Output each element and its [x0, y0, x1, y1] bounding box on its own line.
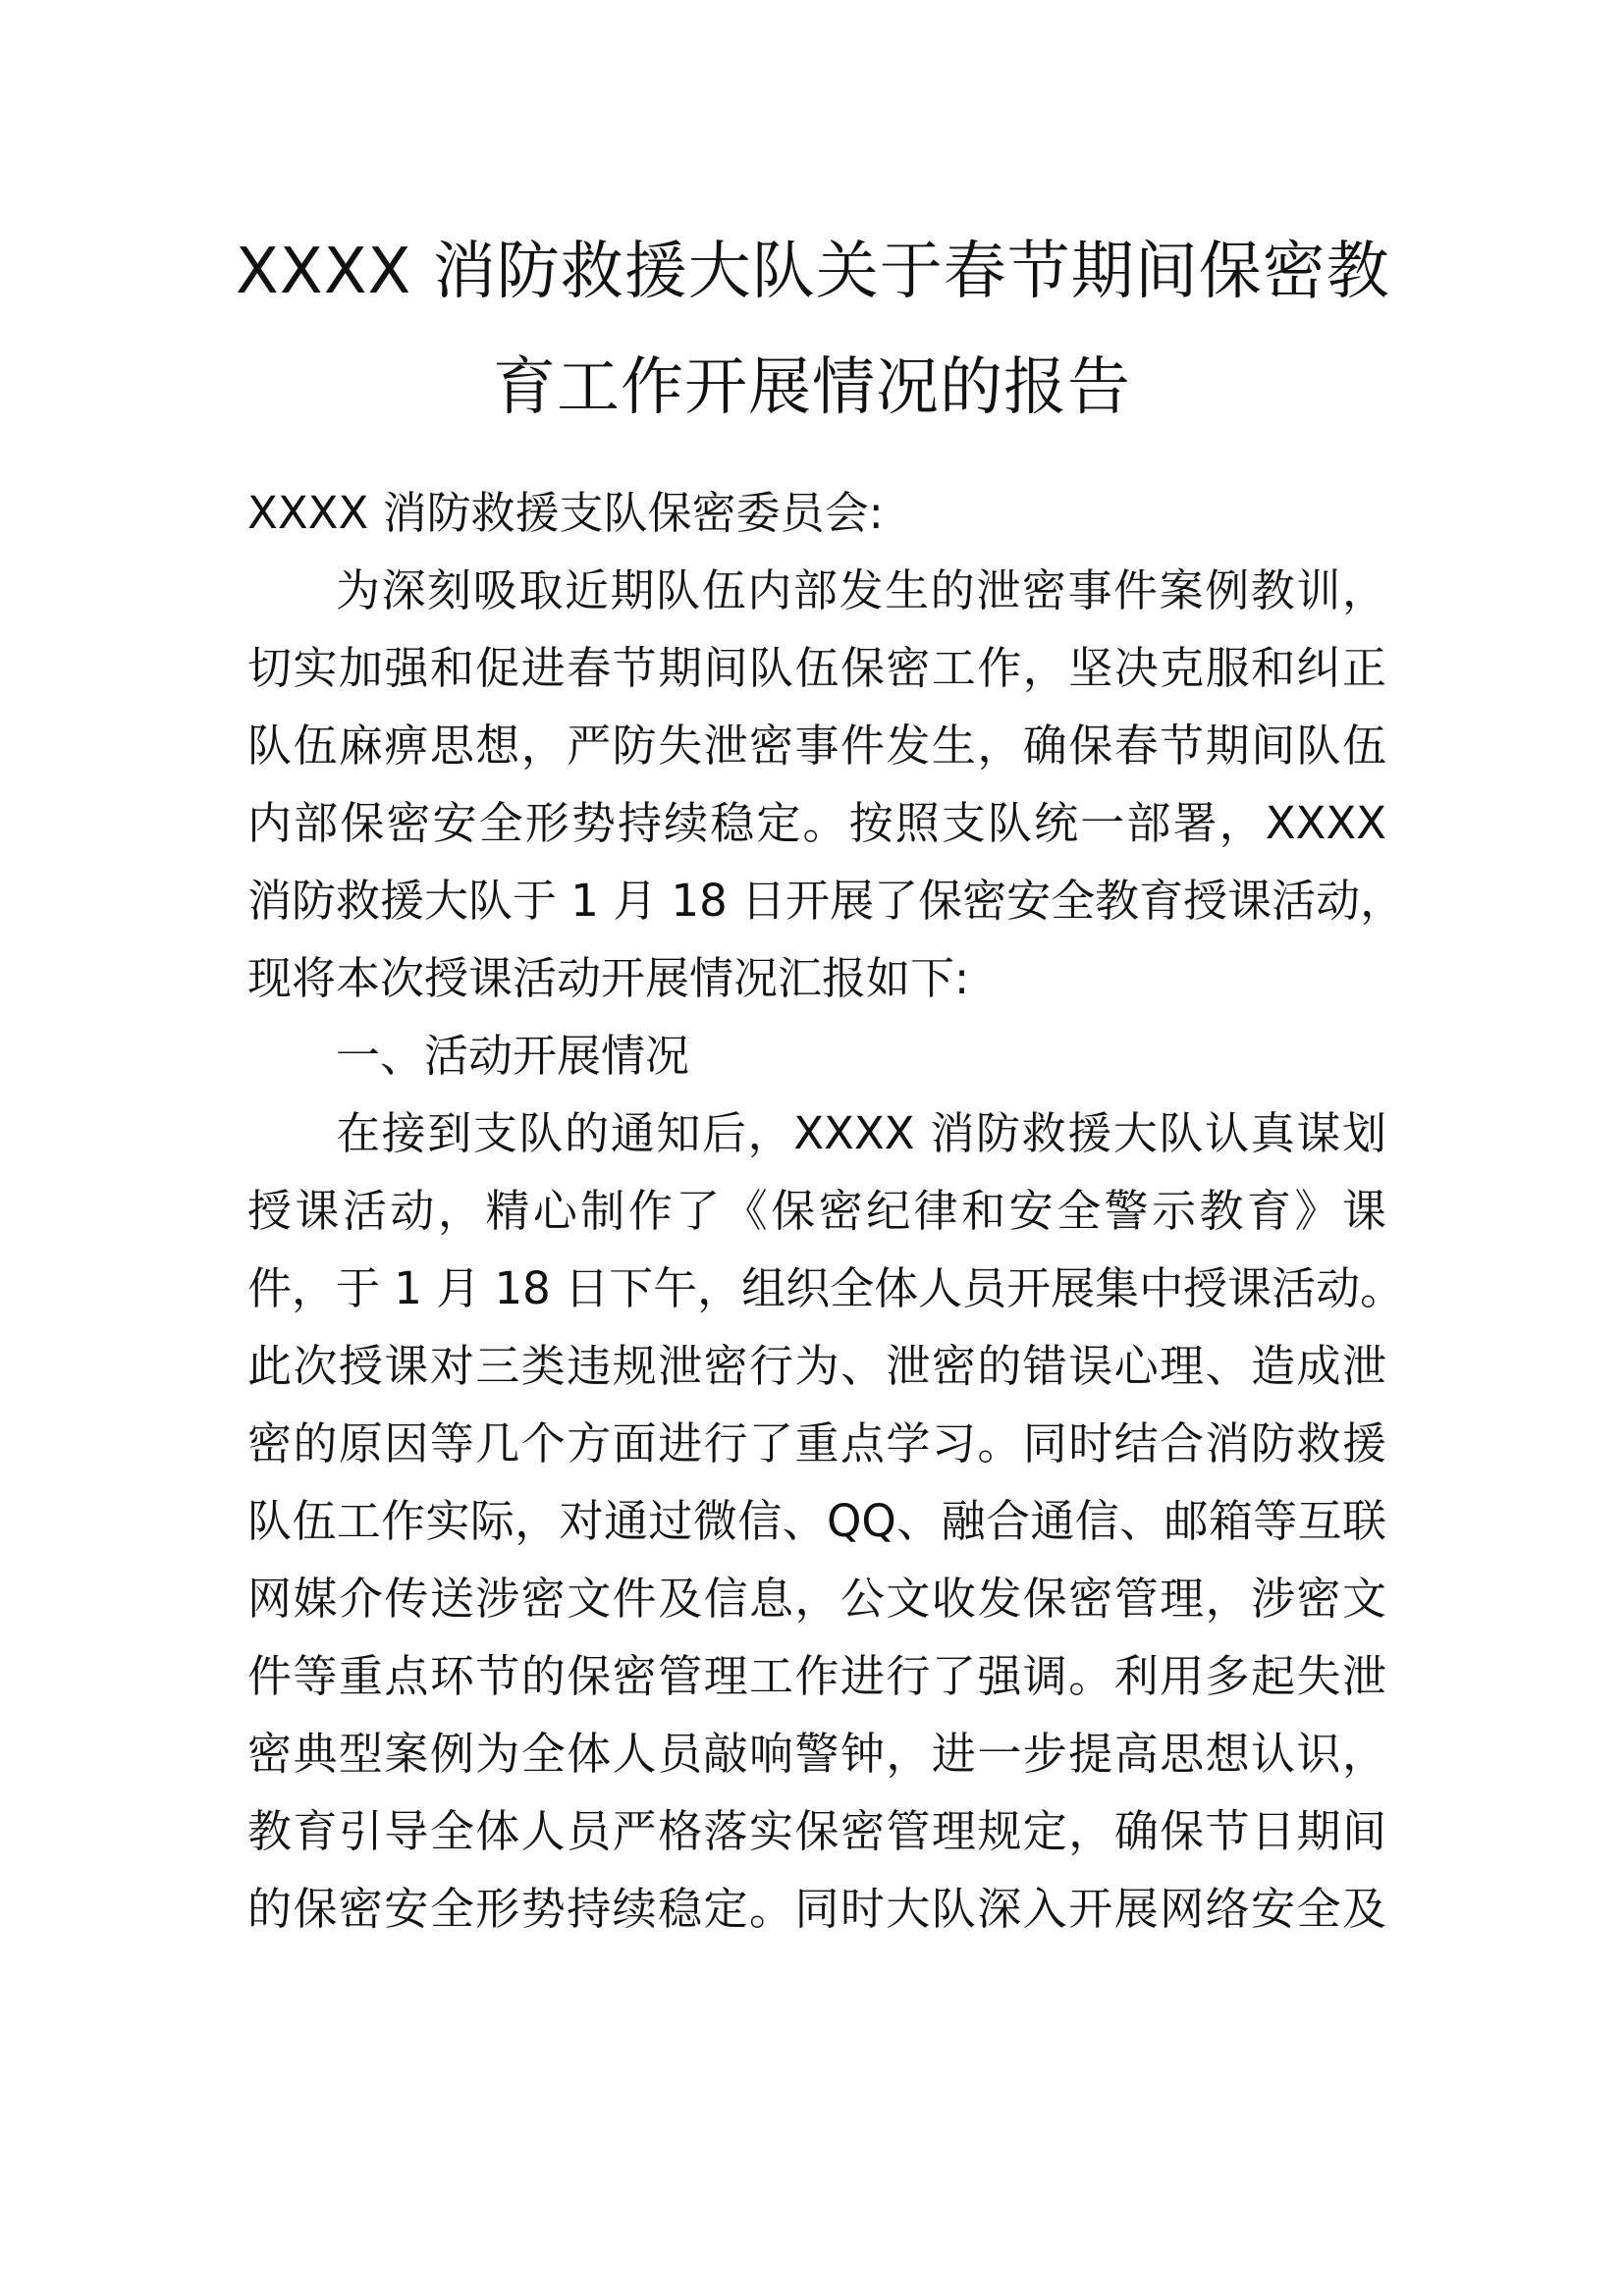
paragraph-2-line-10: 教育引导全体人员严格落实保密管理规定，确保节日期间 — [247, 1805, 1386, 1857]
paragraph-2-line-11: 的保密安全形势持续稳定。同时大队深入开展网络安全及 — [247, 1883, 1386, 1935]
salutation: XXXX 消防救援支队保密委员会: — [247, 487, 884, 539]
paragraph-1-line-6: 现将本次授课活动开展情况汇报如下: — [247, 952, 970, 1004]
paragraph-2-line-2: 授课活动，精心制作了《保密纪律和安全警示教育》课 — [247, 1185, 1386, 1237]
paragraph-2 — [247, 1095, 1405, 1948]
document-body — [247, 474, 1405, 1948]
title-line-1: XXXX 消防救援大队关于春节期间保密教 — [236, 236, 1390, 308]
section-heading-1: 一、活动开展情况 — [336, 1030, 690, 1082]
paragraph-1-line-5: 消防救援大队于 1 月 18 日开展了保密安全教育授课活动， — [247, 875, 1405, 927]
paragraph-2-line-5: 密的原因等几个方面进行了重点学习。同时结合消防救援 — [247, 1417, 1386, 1469]
paragraph-2-line-9: 密典型案例为全体人员敲响警钟，进一步提高思想认识， — [247, 1728, 1386, 1780]
paragraph-1 — [247, 552, 1405, 1017]
paragraph-1-line-4: 内部保密安全形势持续稳定。按照支队统一部署，XXXX — [247, 797, 1386, 849]
paragraph-2-line-1: 在接到支队的通知后，XXXX 消防救援大队认真谋划 — [336, 1107, 1386, 1159]
paragraph-2-line-4: 此次授课对三类违规泄密行为、泄密的错误心理、造成泄 — [247, 1340, 1386, 1392]
title-line-2: 育工作开展情况的报告 — [493, 351, 1131, 424]
paragraph-2-line-6: 队伍工作实际，对通过微信、QQ、融合通信、邮箱等互联 — [247, 1495, 1386, 1547]
paragraph-2-line-7: 网媒介传送涉密文件及信息，公文收发保密管理，涉密文 — [247, 1573, 1386, 1625]
paragraph-2-line-3: 件，于 1 月 18 日下午，组织全体人员开展集中授课活动。 — [247, 1262, 1405, 1314]
paragraph-1-line-1: 为深刻吸取近期队伍内部发生的泄密事件案例教训， — [336, 564, 1386, 616]
document-title — [236, 214, 1388, 446]
paragraph-1-line-3: 队伍麻痹思想，严防失泄密事件发生，确保春节期间队伍 — [247, 720, 1386, 772]
paragraph-2-line-8: 件等重点环节的保密管理工作进行了强调。利用多起失泄 — [247, 1650, 1386, 1702]
paragraph-1-line-2: 切实加强和促进春节期间队伍保密工作，坚决克服和纠正 — [247, 642, 1386, 694]
